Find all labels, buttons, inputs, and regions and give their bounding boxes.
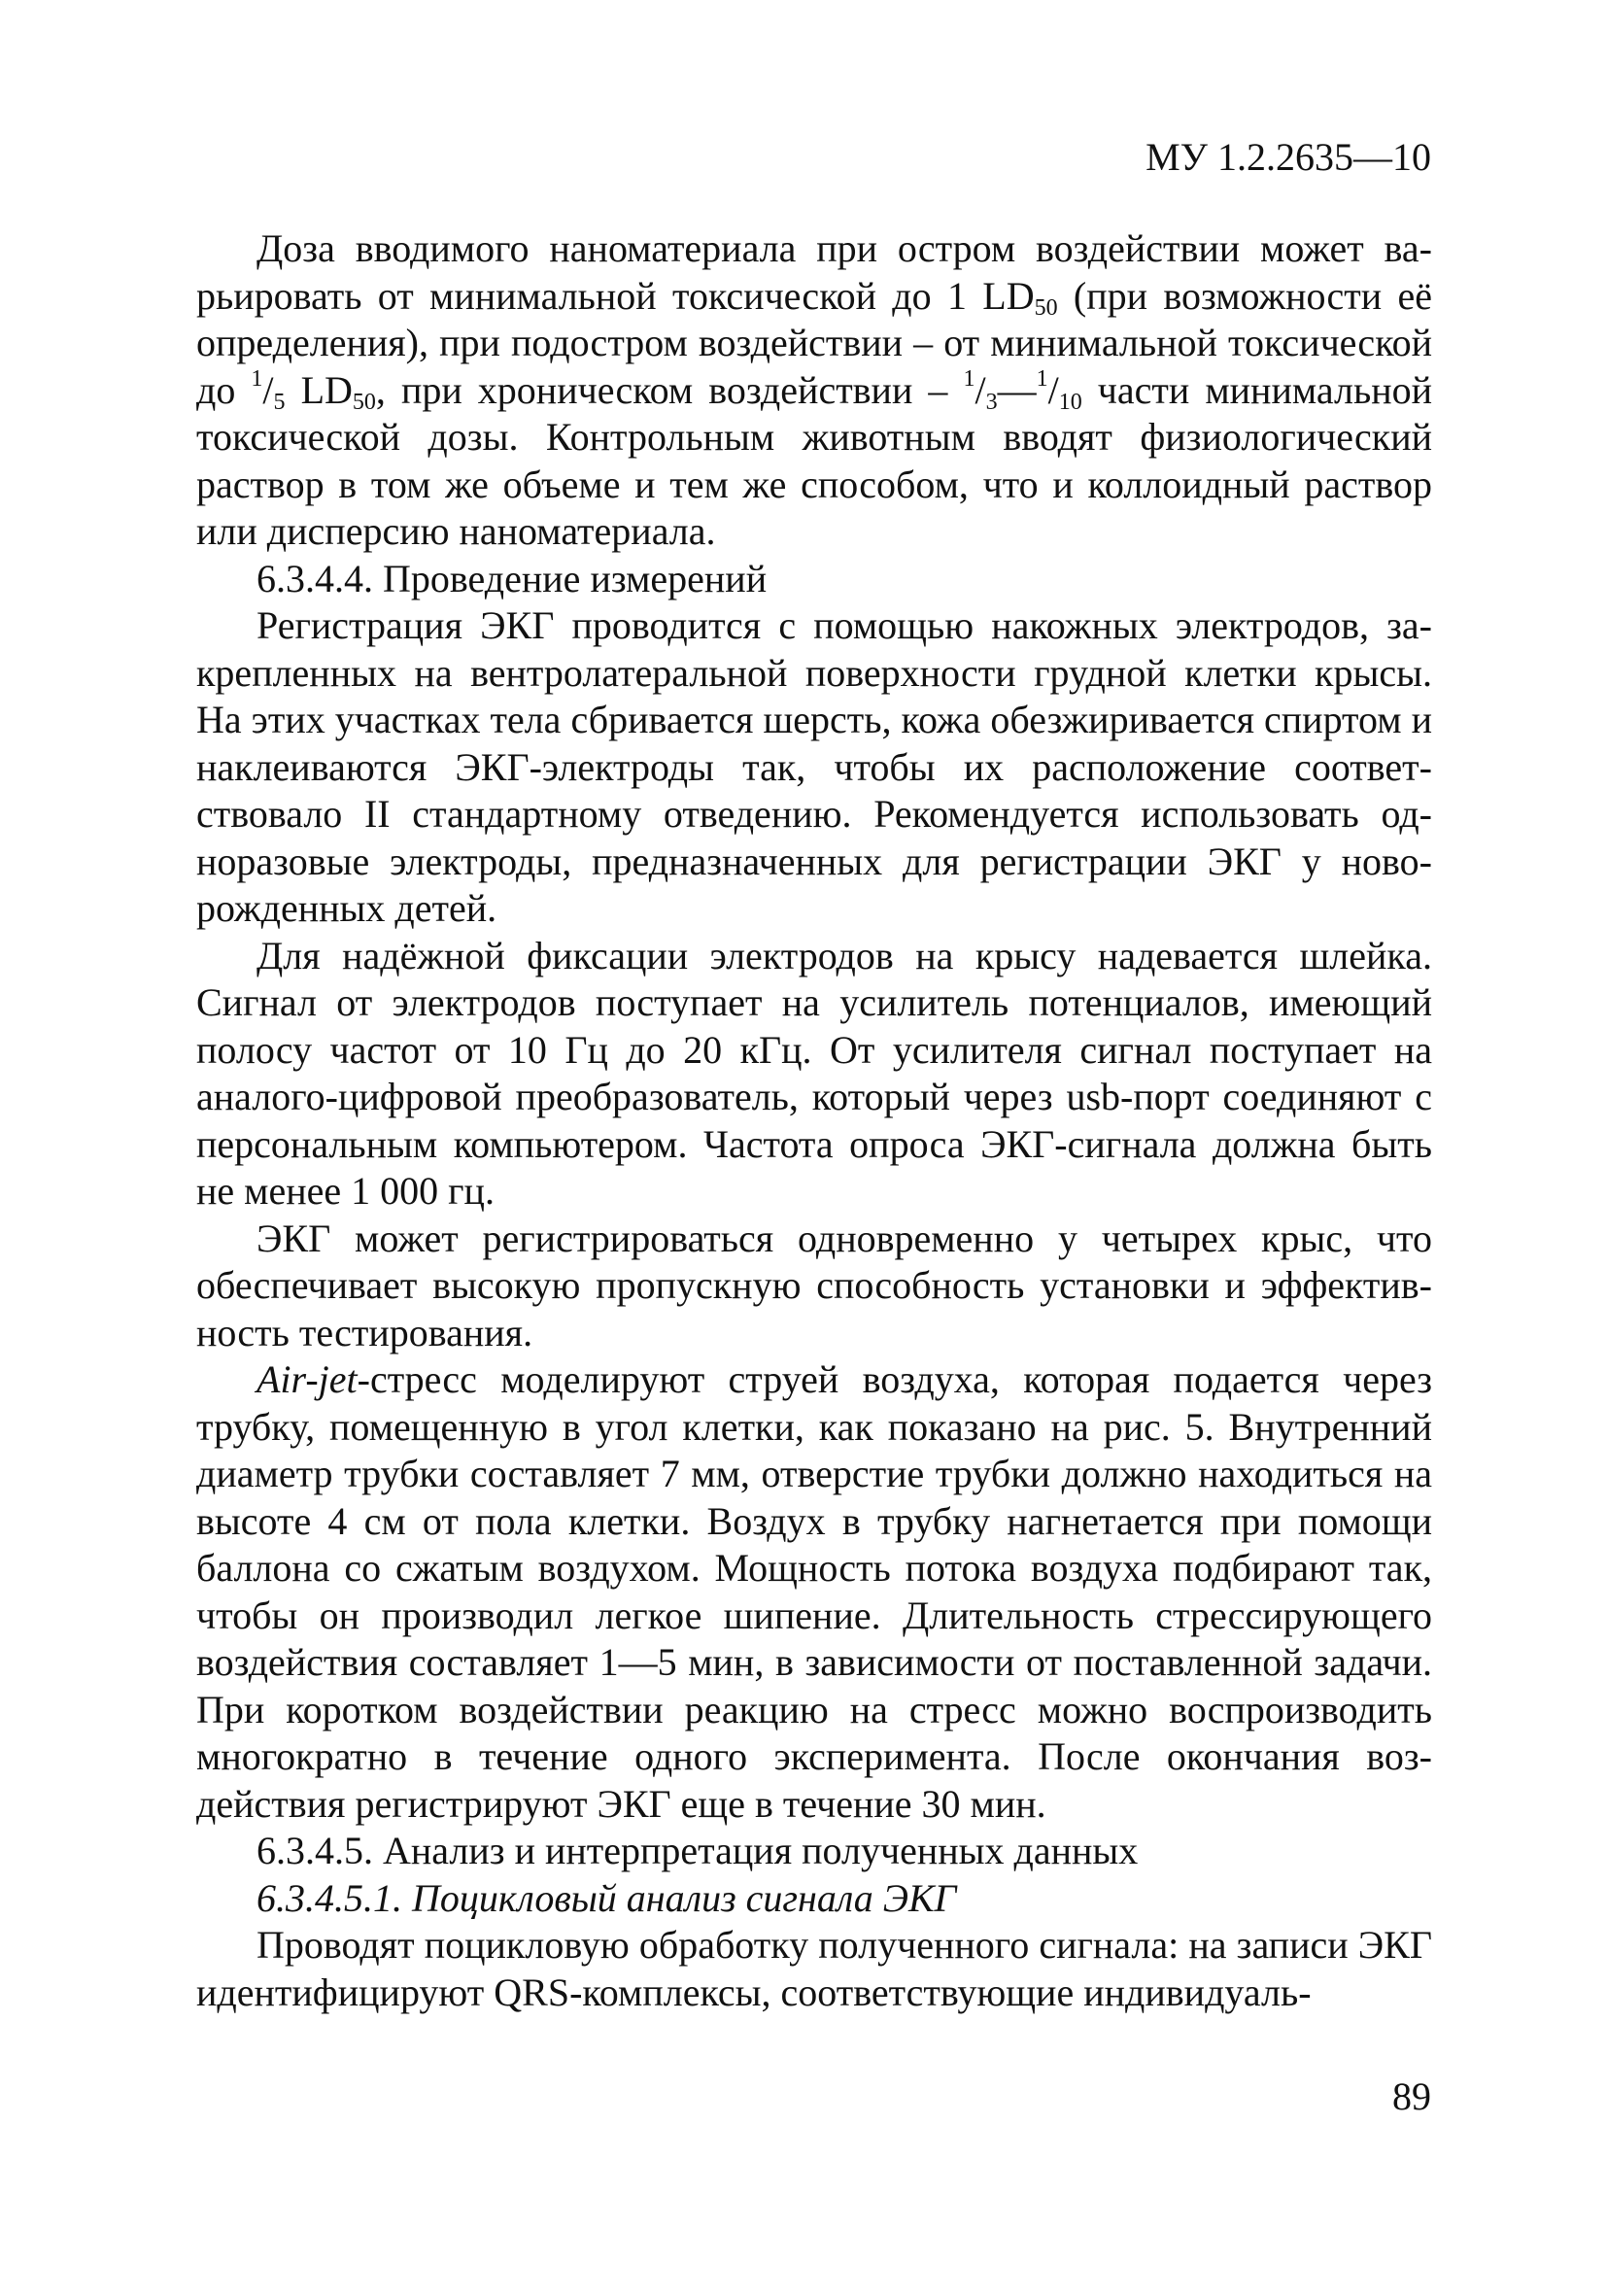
paragraph-electrode-fixation: Для надёжной фиксации электродов на крысу надевается шлейка. Сигнал от электродов поступает на усилитель потенциалов, имеющий полосу частот от 10 Гц до 20 кГц. От усилителя сигнал поступает на аналого-цифровой преобразователь, который через usb-порт соединяют с персональным компьютером. Частота опроса ЭКГ-сигнала должна быть не менее 1 000 гц. (196, 933, 1432, 1213)
document-code: МУ 1.2.2635—10 (1145, 135, 1431, 179)
superscript: 1 (1036, 365, 1048, 392)
page-number: 89 (1392, 2074, 1431, 2118)
superscript: 1 (251, 365, 263, 392)
subscript: 50 (352, 389, 376, 415)
text-run: -стресс моделируют струей воздуха, которая подается через трубку, помещенную в угол клетки, как показано на рис. 5. Внутренний диаметр трубки составляет 7 мм, отверстие трубки должно находиться на высоте 4 см от пола клетки. Воздух в трубку нагнетается при помощи баллона со сжатым воздухом. Мощность потока воздуха подбирают так, чтобы он производил легкое шипение. Длительность стрессирующего воздействия составляет 1—5 мин, в зависимости от поставленной задачи. При коротком воздействии реакцию на стресс можно воспроизводить многократно в течение одного эксперимента. После окончания воздействия регистрируют ЭКГ еще в течение 30 мин. (196, 1357, 1432, 1826)
section-heading-analysis: 6.3.4.5. Анализ и интерпретация полученных данных (256, 1829, 1139, 1872)
section-heading-measurements: 6.3.4.4. Проведение измерений (256, 556, 768, 600)
subscript: 5 (273, 389, 286, 415)
paragraph-dose (196, 225, 1432, 556)
paragraph-air-jet-stress (196, 1356, 1432, 1828)
text-run: / (262, 367, 274, 412)
subscript: 50 (1034, 294, 1058, 321)
paragraph-ecg-registration: Регистрация ЭКГ проводится с помощью накожных электродов, закрепленных на вентролатеральной поверхности грудной клетки крысы. На этих участках тела сбривается шерсть, кожа обезжиривается спиртом и наклеиваются ЭКГ-электроды так, чтобы их расположение соответствовало II стандартному отведению. Рекомендуется использовать одноразовые электроды, предназначенных для регистрации ЭКГ у новорожденных детей. (196, 603, 1432, 930)
text-run: LD (285, 367, 353, 412)
text-run: Доза вводимого наноматериала при остром воздействии может варьировать от минимальной токсической до 1 LD (196, 226, 1432, 318)
text-run: — (997, 367, 1037, 412)
subsection-heading-cycle-analysis: 6.3.4.5.1. Поцикловый анализ сигнала ЭКГ (256, 1875, 957, 1920)
subscript: 10 (1058, 389, 1082, 415)
text-run: / (1047, 367, 1059, 412)
page-body (196, 225, 1432, 2016)
text-run: , при хроническом воздействии – (375, 367, 964, 412)
text-run: / (974, 367, 986, 412)
subscript: 3 (985, 389, 998, 415)
paragraph-cycle-processing: Проводят поцикловую обработку полученного сигнала: на записи ЭКГ идентифицируют QRS-комплексы, соответствующие индивидуаль- (196, 1923, 1432, 2014)
text-run: части минимальной токсической дозы. Контрольным животным вводят физиологический раствор в том же объеме и тем же способом, что и коллоидный раствор или дисперсию наноматериала. (196, 367, 1433, 553)
paragraph-throughput: ЭКГ может регистрироваться одновременно у четырех крыс, что обеспечивает высокую пропускную способность установки и эффективность тестирования. (196, 1216, 1432, 1354)
italic-term: Air-jet (256, 1357, 358, 1401)
superscript: 1 (963, 365, 975, 392)
text-run: (при возможности её определения), при подостром воздействии – от минимальной токсической до (196, 273, 1433, 412)
